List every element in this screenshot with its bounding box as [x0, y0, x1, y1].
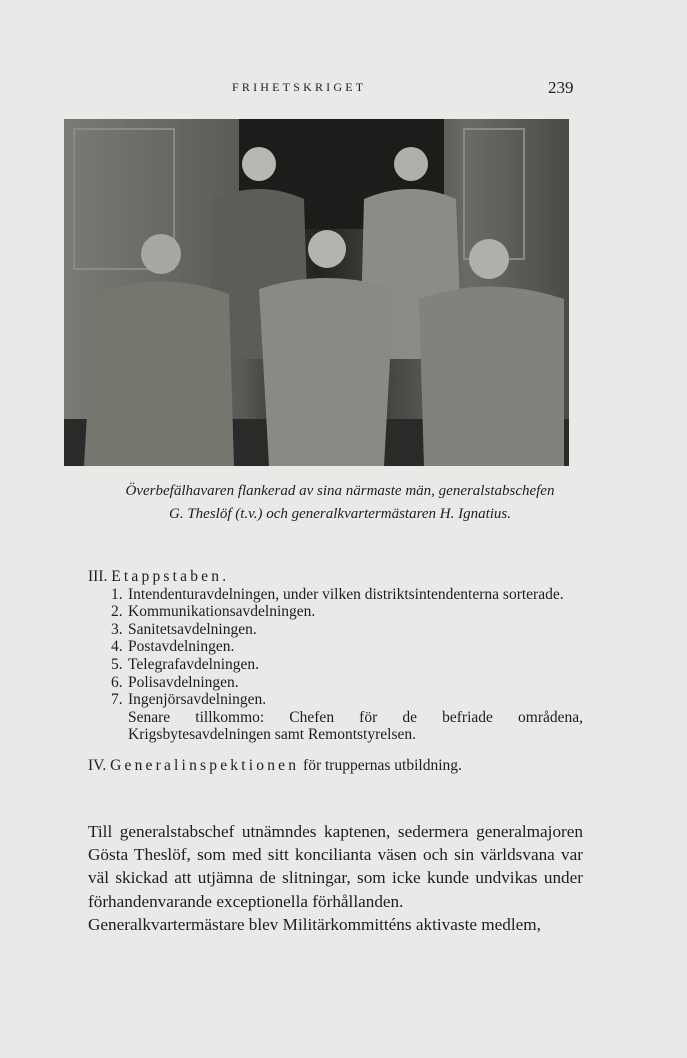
- running-head: FRIHETSKRIGET: [232, 80, 367, 94]
- section-3-heading: [88, 568, 583, 586]
- list-item: [111, 656, 583, 674]
- section-numeral: IV.: [88, 756, 107, 774]
- item-text: Sanitetsavdelningen.: [128, 620, 257, 638]
- item-number: 4.: [111, 638, 123, 656]
- item-number: 1.: [111, 585, 123, 603]
- list-item: [111, 691, 583, 709]
- photograph: [64, 119, 569, 466]
- caption-line-1: Överbefälhavaren flankerad av sina närmaste män, generalstabschefen: [125, 483, 555, 499]
- item-number: 7.: [111, 691, 123, 709]
- section-4-heading: [88, 757, 583, 775]
- section-numeral: III.: [88, 568, 108, 585]
- item-text: Kommunikationsavdelningen.: [128, 603, 316, 621]
- paragraph: Generalkvartermästare blev Militärkommitténs aktivaste medlem,: [88, 914, 541, 934]
- body-text: [88, 820, 583, 936]
- item-text: Postavdelningen.: [128, 638, 235, 656]
- item-number: 2.: [111, 603, 123, 621]
- item-number: 5.: [111, 655, 123, 673]
- item-text: Ingenjörsavdelningen.: [128, 691, 267, 709]
- paragraph: Till generalstabschef utnämndes kaptenen, sedermera generalmajoren Gösta Theslöf, som med sitt koncilianta väsen och sin världsvana var väl skickad att utjämna de slitningar, som icke kunde undvikas under förhandenvarande exceptionella förhållanden.: [88, 822, 583, 911]
- list-item: [111, 638, 583, 656]
- item-number: 3.: [111, 620, 123, 638]
- photograph-five-officers-icon: [64, 119, 569, 466]
- item-number: 6.: [111, 673, 123, 691]
- section-subtitle: för truppernas utbildning.: [299, 756, 462, 774]
- list-item: [111, 621, 583, 639]
- list-note: Senare tillkommo: Chefen för de befriade områdena, Krigsbytesavdelningen samt Remontstyrelsen.: [128, 708, 583, 744]
- section-title: Generalinspektionen: [110, 756, 300, 774]
- list-item: [111, 586, 583, 604]
- item-text: Telegrafavdelningen.: [128, 655, 260, 673]
- page-number: 239: [548, 78, 574, 97]
- staff-list: [88, 568, 583, 775]
- list-item: [111, 674, 583, 692]
- item-text: Intendenturavdelningen, under vilken distriktsintendenterna sorterade.: [128, 585, 564, 603]
- item-text: Polisavdelningen.: [128, 673, 239, 691]
- section-title: Etappstaben.: [111, 568, 230, 585]
- photo-caption: [60, 480, 620, 526]
- list-item: [111, 603, 583, 621]
- caption-line-2: G. Theslöf (t.v.) och generalkvartermästaren H. Ignatius.: [168, 506, 512, 522]
